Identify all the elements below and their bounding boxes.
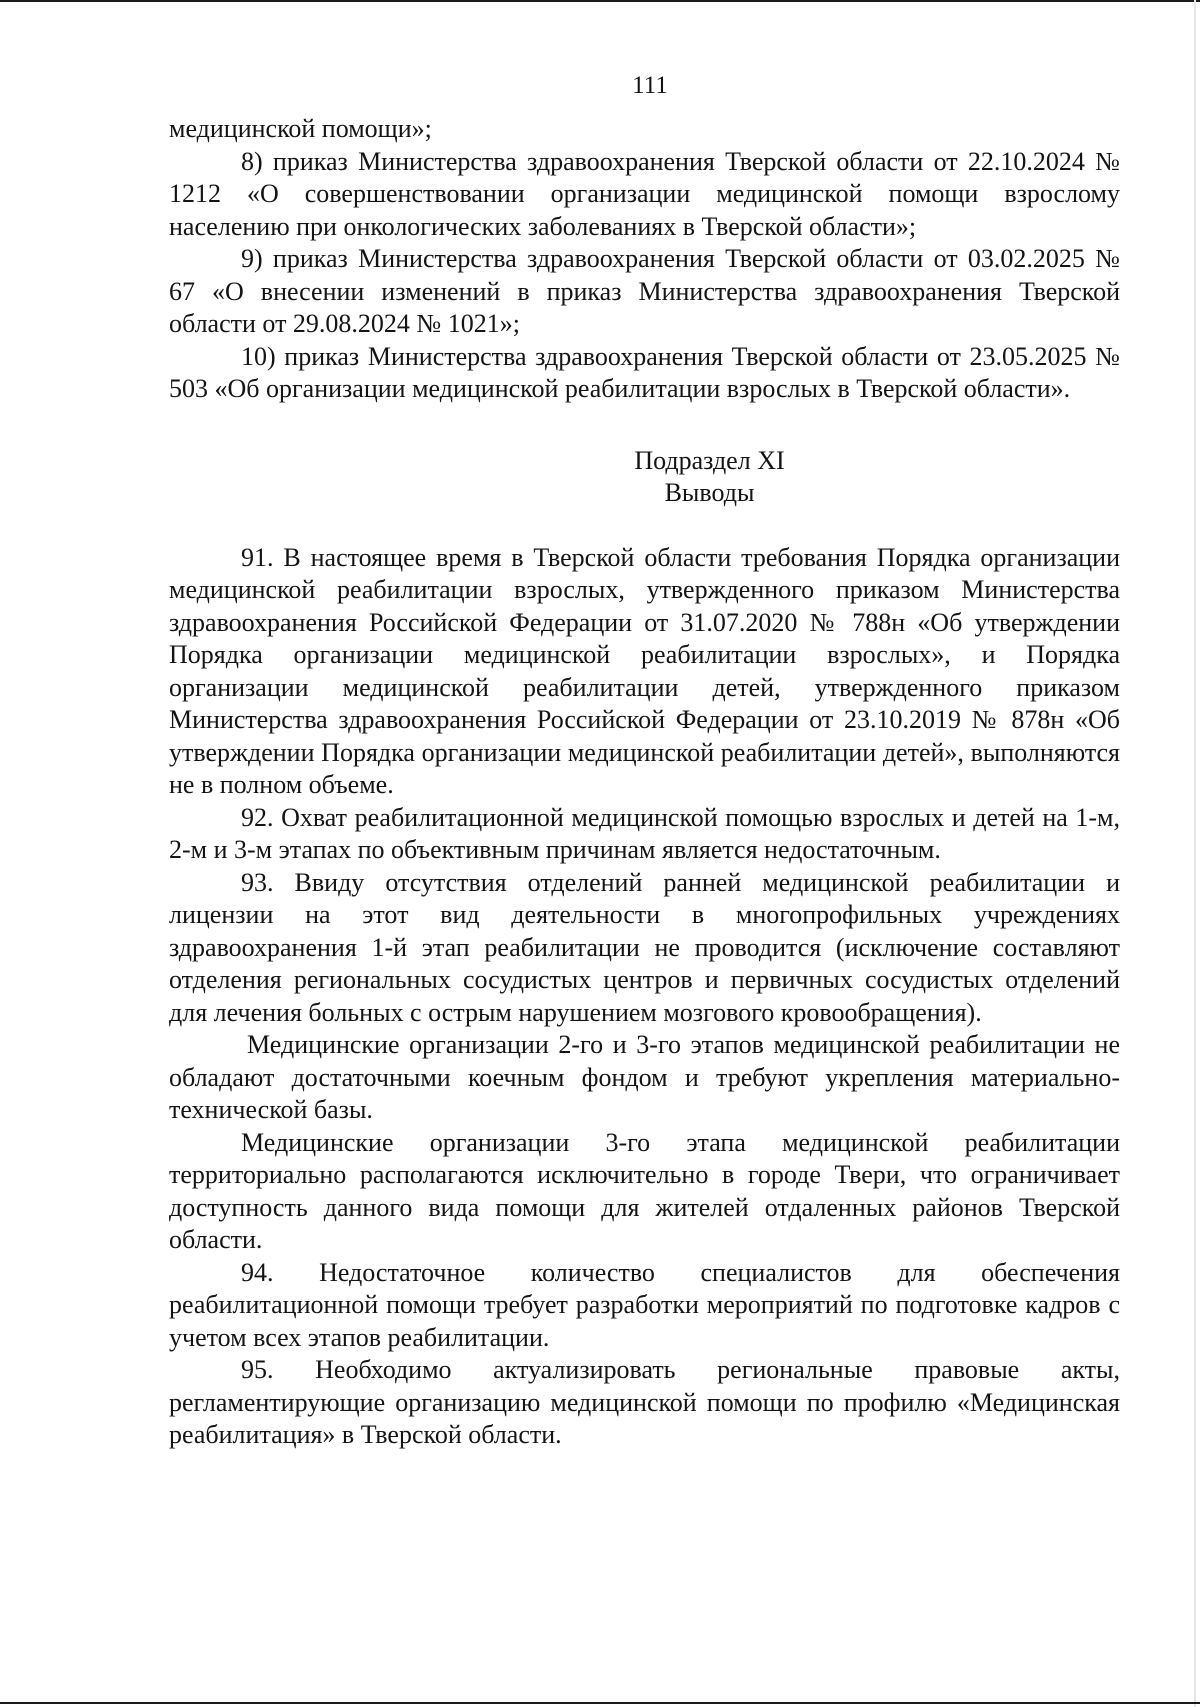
conclusion-95: 95. Необходимо актуализировать региональные правовые акты, регламентирующие организацию медицинской помощи по профилю «Медицинская реабилитация» в Тверской области. — [169, 1355, 1120, 1449]
scan-edge-right — [1194, 0, 1196, 1707]
page-number: 111 — [632, 72, 668, 99]
scan-edge-top — [0, 0, 1200, 2]
conclusion-94: 94. Недостаточное количество специалистов для обеспечения реабилитационной помощи требует разработки мероприятий по подготовке кадров с учетом всех этапов реабилитации. — [169, 1257, 1120, 1352]
section-subtitle: Подраздел XI — [634, 445, 785, 475]
spacer — [169, 406, 1120, 445]
list-item-order-10: 10) приказ Министерства здравоохранения Тверской области от 23.05.2025 № 503 «Об организации медицинской реабилитации взрослых в Тверской области». — [169, 341, 1120, 403]
conclusion-93-stage-3: Медицинские организации 3-го этапа медицинской реабилитации территориально располагаются исключительно в городе Твери, что ограничивает доступность данного вида помощи для жителей отдаленных районов Тверской области. — [169, 1127, 1120, 1254]
scan-edge-bottom — [0, 1702, 1200, 1704]
conclusion-93-stage-2-3: Медицинские организации 2-го и 3-го этапов медицинской реабилитации не обладают достаточными коечным фондом и требуют укрепления материально-технической базы. — [169, 1030, 1120, 1124]
list-item-order-9: 9) приказ Министерства здравоохранения Тверской области от 03.02.2025 № 67 «О внесении изменений в приказ Министерства здравоохранения Тверской области от 29.08.2024 № 1021»; — [169, 244, 1120, 338]
section-title: Выводы — [664, 478, 755, 507]
conclusion-92: 92. Охват реабилитационной медицинской помощью взрослых и детей на 1-м, 2-м и 3-м этапах по объективным причинам является недостаточным. — [169, 802, 1120, 864]
paragraph-continuation: медицинской помощи»; — [169, 114, 432, 143]
document-body — [169, 113, 1120, 1452]
conclusion-91: 91. В настоящее время в Тверской области требования Порядка организации медицинской реабилитации взрослых, утвержденного приказом Министерства здравоохранения Российской Федерации от 31.07.2020 № 788н «Об утверждении Порядка организации медицинской реабилитации взрослых», и Порядка организации медицинской реабилитации детей, утвержденного приказом Министерства здравоохранения Российской Федерации от 23.10.2019 № 878н «Об утверждении Порядка организации медицинской реабилитации детей», выполняются не в полном объеме. — [169, 542, 1120, 799]
list-item-order-8: 8) приказ Министерства здравоохранения Тверской области от 22.10.2024 № 1212 «О совершенствовании организации медицинской помощи взрослому населению при онкологических заболеваниях в Тверской области»; — [169, 146, 1120, 241]
spacer — [169, 510, 1120, 542]
conclusion-93: 93. Ввиду отсутствия отделений ранней медицинской реабилитации и лицензии на этот вид деятельности в многопрофильных учреждениях здравоохранения 1-й этап реабилитации не проводится (исключение составляют отделения региональных сосудистых центров и первичных сосудистых отделений для лечения больных с острым нарушением мозгового кровообращения). — [169, 867, 1120, 1027]
